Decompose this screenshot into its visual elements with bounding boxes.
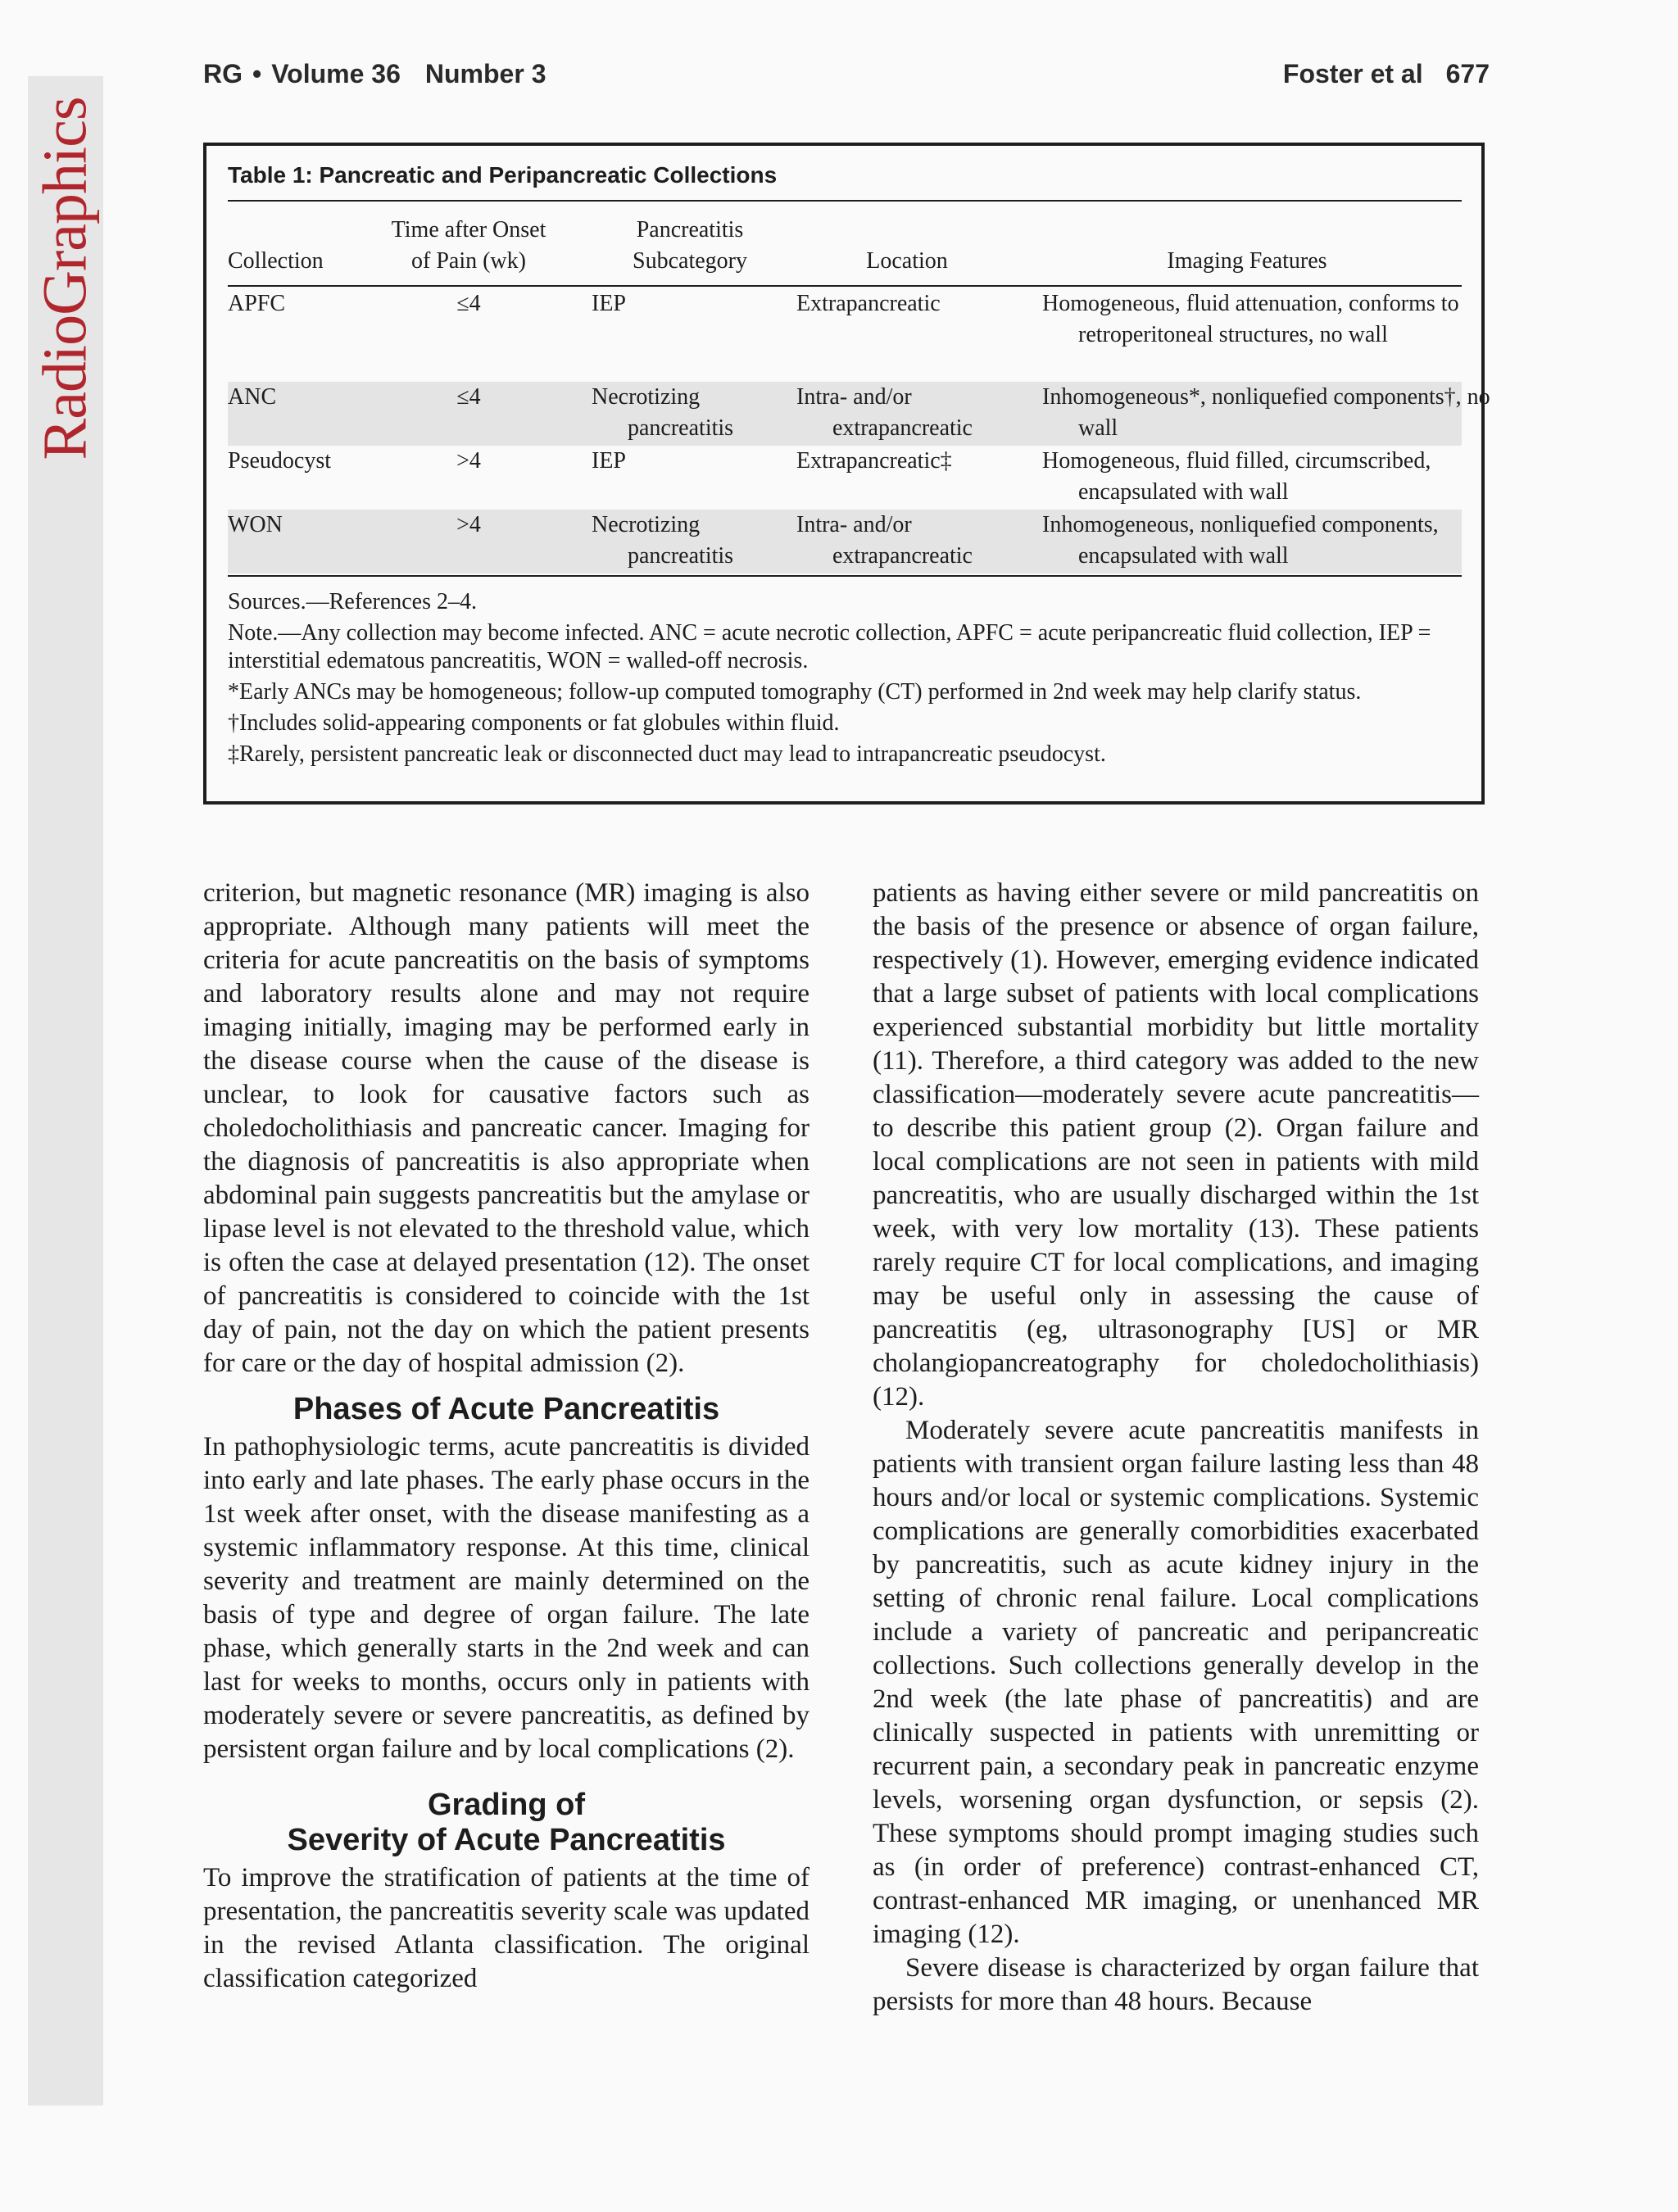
separator-bullet: • bbox=[252, 59, 262, 88]
authors-label: Foster et al bbox=[1282, 59, 1423, 88]
table-footnote-dagger: †Includes solid-appearing components or fat globules within fluid. bbox=[228, 710, 840, 736]
cell-subcategory: IEP bbox=[592, 291, 626, 316]
running-head-right bbox=[1260, 59, 1490, 89]
cell-location: Extrapancreatic‡ bbox=[796, 448, 952, 474]
cell-imaging: Inhomogeneous*, nonliquefied components†, no wall bbox=[1042, 384, 1490, 441]
section-heading-line2: Severity of Acute Pancreatitis bbox=[287, 1823, 726, 1857]
table-footnote-asterisk: *Early ANCs may be homogeneous; follow-up computed tomography (CT) performed in 2nd week may help clarify status. bbox=[228, 679, 1362, 705]
body-column-left bbox=[203, 877, 810, 1996]
running-head bbox=[203, 59, 1490, 89]
col-header-collection: Collection bbox=[228, 248, 324, 274]
cell-collection: APFC bbox=[228, 291, 286, 316]
volume-label: Volume 36 bbox=[271, 59, 401, 88]
cell-time: >4 bbox=[456, 512, 481, 537]
table-header-rule bbox=[228, 285, 1462, 287]
section-heading-line1: Grading of bbox=[427, 1788, 586, 1822]
cell-time: >4 bbox=[456, 448, 481, 474]
table-title-rule bbox=[228, 200, 1462, 202]
table-sources: Sources.—References 2–4. bbox=[228, 589, 478, 614]
paragraph: To improve the stratification of patients at the time of presentation, the pancreatitis severity scale was updated in the revised Atlanta classification. The original classification categorized bbox=[203, 1863, 810, 1993]
cell-collection: WON bbox=[228, 512, 283, 537]
cell-imaging: Inhomogeneous, nonliquefied components, encapsulated with wall bbox=[1042, 512, 1439, 569]
cell-imaging: Homogeneous, fluid attenuation, conforms to retroperitoneal structures, no wall bbox=[1042, 291, 1459, 347]
cell-location: Intra- and/or extrapancreatic bbox=[796, 384, 973, 441]
cell-subcategory: IEP bbox=[592, 448, 626, 474]
cell-subcategory: Necrotizing pancreatitis bbox=[592, 384, 734, 441]
cell-collection: Pseudocyst bbox=[228, 448, 331, 474]
col-header-imaging: Imaging Features bbox=[1167, 248, 1327, 274]
cell-time: ≤4 bbox=[456, 384, 481, 410]
table-notes bbox=[228, 588, 1462, 772]
table-title: Table 1: Pancreatic and Peripancreatic Collections bbox=[228, 162, 778, 188]
paragraph: patients as having either severe or mild pancreatitis on the basis of the presence or absence of organ failure, respectively (1). However, emerging evidence indicated that a large subset of patients with local complications experienced substantial morbidity but little mortality (11). Therefore, a third category was added to the new classification—moderately severe acute pancreatitis—to describe this patient group (2). Organ failure and local complications are not seen in patients with mild pancreatitis, who are usually discharged within the 1st week, with very low mortality (13). These patients rarely require CT for local complications, and imaging may be useful only in assessing the cause of pancreatitis (eg, ultrasonography [US] or MR cholangiopancreatography for choledocholithiasis) (12). bbox=[873, 878, 1479, 1412]
page-number: 677 bbox=[1445, 59, 1490, 88]
col-header-subcategory-line1: Pancreatitis bbox=[636, 217, 744, 243]
col-header-subcategory-line2: Subcategory bbox=[633, 248, 747, 274]
cell-time: ≤4 bbox=[456, 291, 481, 316]
body-column-right bbox=[873, 877, 1479, 2019]
cell-collection: ANC bbox=[228, 384, 277, 410]
paragraph: criterion, but magnetic resonance (MR) imaging is also appropriate. Although many patients will meet the criteria for acute pancreatitis on the basis of symptoms and laboratory results alone and may not require imaging initially, imaging may be performed early in the disease course when the cause of the disease is unclear, to look for causative factors such as choledocholithiasis and pancreatic cancer. Imaging for the diagnosis of pancreatitis is also appropriate when abdominal pain suggests pancreatitis but the amylase or lipase level is not elevated to the threshold value, which is often the case at delayed presentation (12). The onset of pancreatitis is considered to coincide with the 1st day of pain, not the day on which the patient presents for care or the day of hospital admission (2). bbox=[203, 878, 810, 1378]
table-bottom-rule bbox=[228, 575, 1462, 577]
cell-location: Intra- and/or extrapancreatic bbox=[796, 512, 973, 569]
cell-imaging: Homogeneous, fluid filled, circumscribed, encapsulated with wall bbox=[1042, 448, 1431, 505]
table-footnote-double-dagger: ‡Rarely, persistent pancreatic leak or disconnected duct may lead to intrapancreatic pseudocyst. bbox=[228, 741, 1106, 767]
table-note: Note.—Any collection may become infected. ANC = acute necrotic collection, APFC = acute peripancreatic fluid collection, IEP = interstitial edematous pancreatitis, WON = walled-off necrosis. bbox=[228, 620, 1431, 673]
paragraph: In pathophysiologic terms, acute pancreatitis is divided into early and late phases. The early phase occurs in the 1st week after onset, with the disease manifesting as a systemic inflammatory response. At this time, clinical severity and treatment are mainly determined on the basis of type and degree of organ failure. The late phase, which generally starts in the 2nd week and can last for weeks to months, occurs only in patients with moderately severe or severe pancreatitis, as defined by persistent organ failure and by local complications (2). bbox=[203, 1432, 810, 1764]
col-header-time-line2: of Pain (wk) bbox=[411, 248, 526, 274]
cell-subcategory: Necrotizing pancreatitis bbox=[592, 512, 734, 569]
col-header-time-line1: Time after Onset bbox=[391, 217, 546, 243]
col-header-location: Location bbox=[866, 248, 948, 274]
paragraph: Severe disease is characterized by organ failure that persists for more than 48 hours. Because bbox=[873, 1953, 1479, 2016]
section-heading: Phases of Acute Pancreatitis bbox=[293, 1392, 720, 1426]
paragraph: Moderately severe acute pancreatitis manifests in patients with transient organ failure lasting less than 48 hours and/or local or systemic complications. Systemic complications are generally comorbidities exacerbated by pancreatitis, such as acute kidney injury in the setting of chronic renal failure. Local complications include a variety of pancreatic and peripancreatic collections. Such collections generally develop in the 2nd week (the late phase of pancreatitis) and are clinically suspected in patients with unremitting or recurrent pain, a secondary peak in pancreatic enzyme levels, worsening organ dysfunction, or sepsis (2). These symptoms should prompt imaging studies such as (in order of preference) contrast-enhanced CT, contrast-enhanced MR imaging, or unenhanced MR imaging (12). bbox=[873, 1416, 1479, 1949]
issue-number: Number 3 bbox=[424, 59, 546, 88]
cell-location: Extrapancreatic bbox=[796, 291, 941, 316]
journal-brand-logo: RadioGraphics bbox=[30, 97, 100, 460]
table-1 bbox=[203, 143, 1490, 805]
journal-abbrev: RG bbox=[203, 59, 243, 88]
